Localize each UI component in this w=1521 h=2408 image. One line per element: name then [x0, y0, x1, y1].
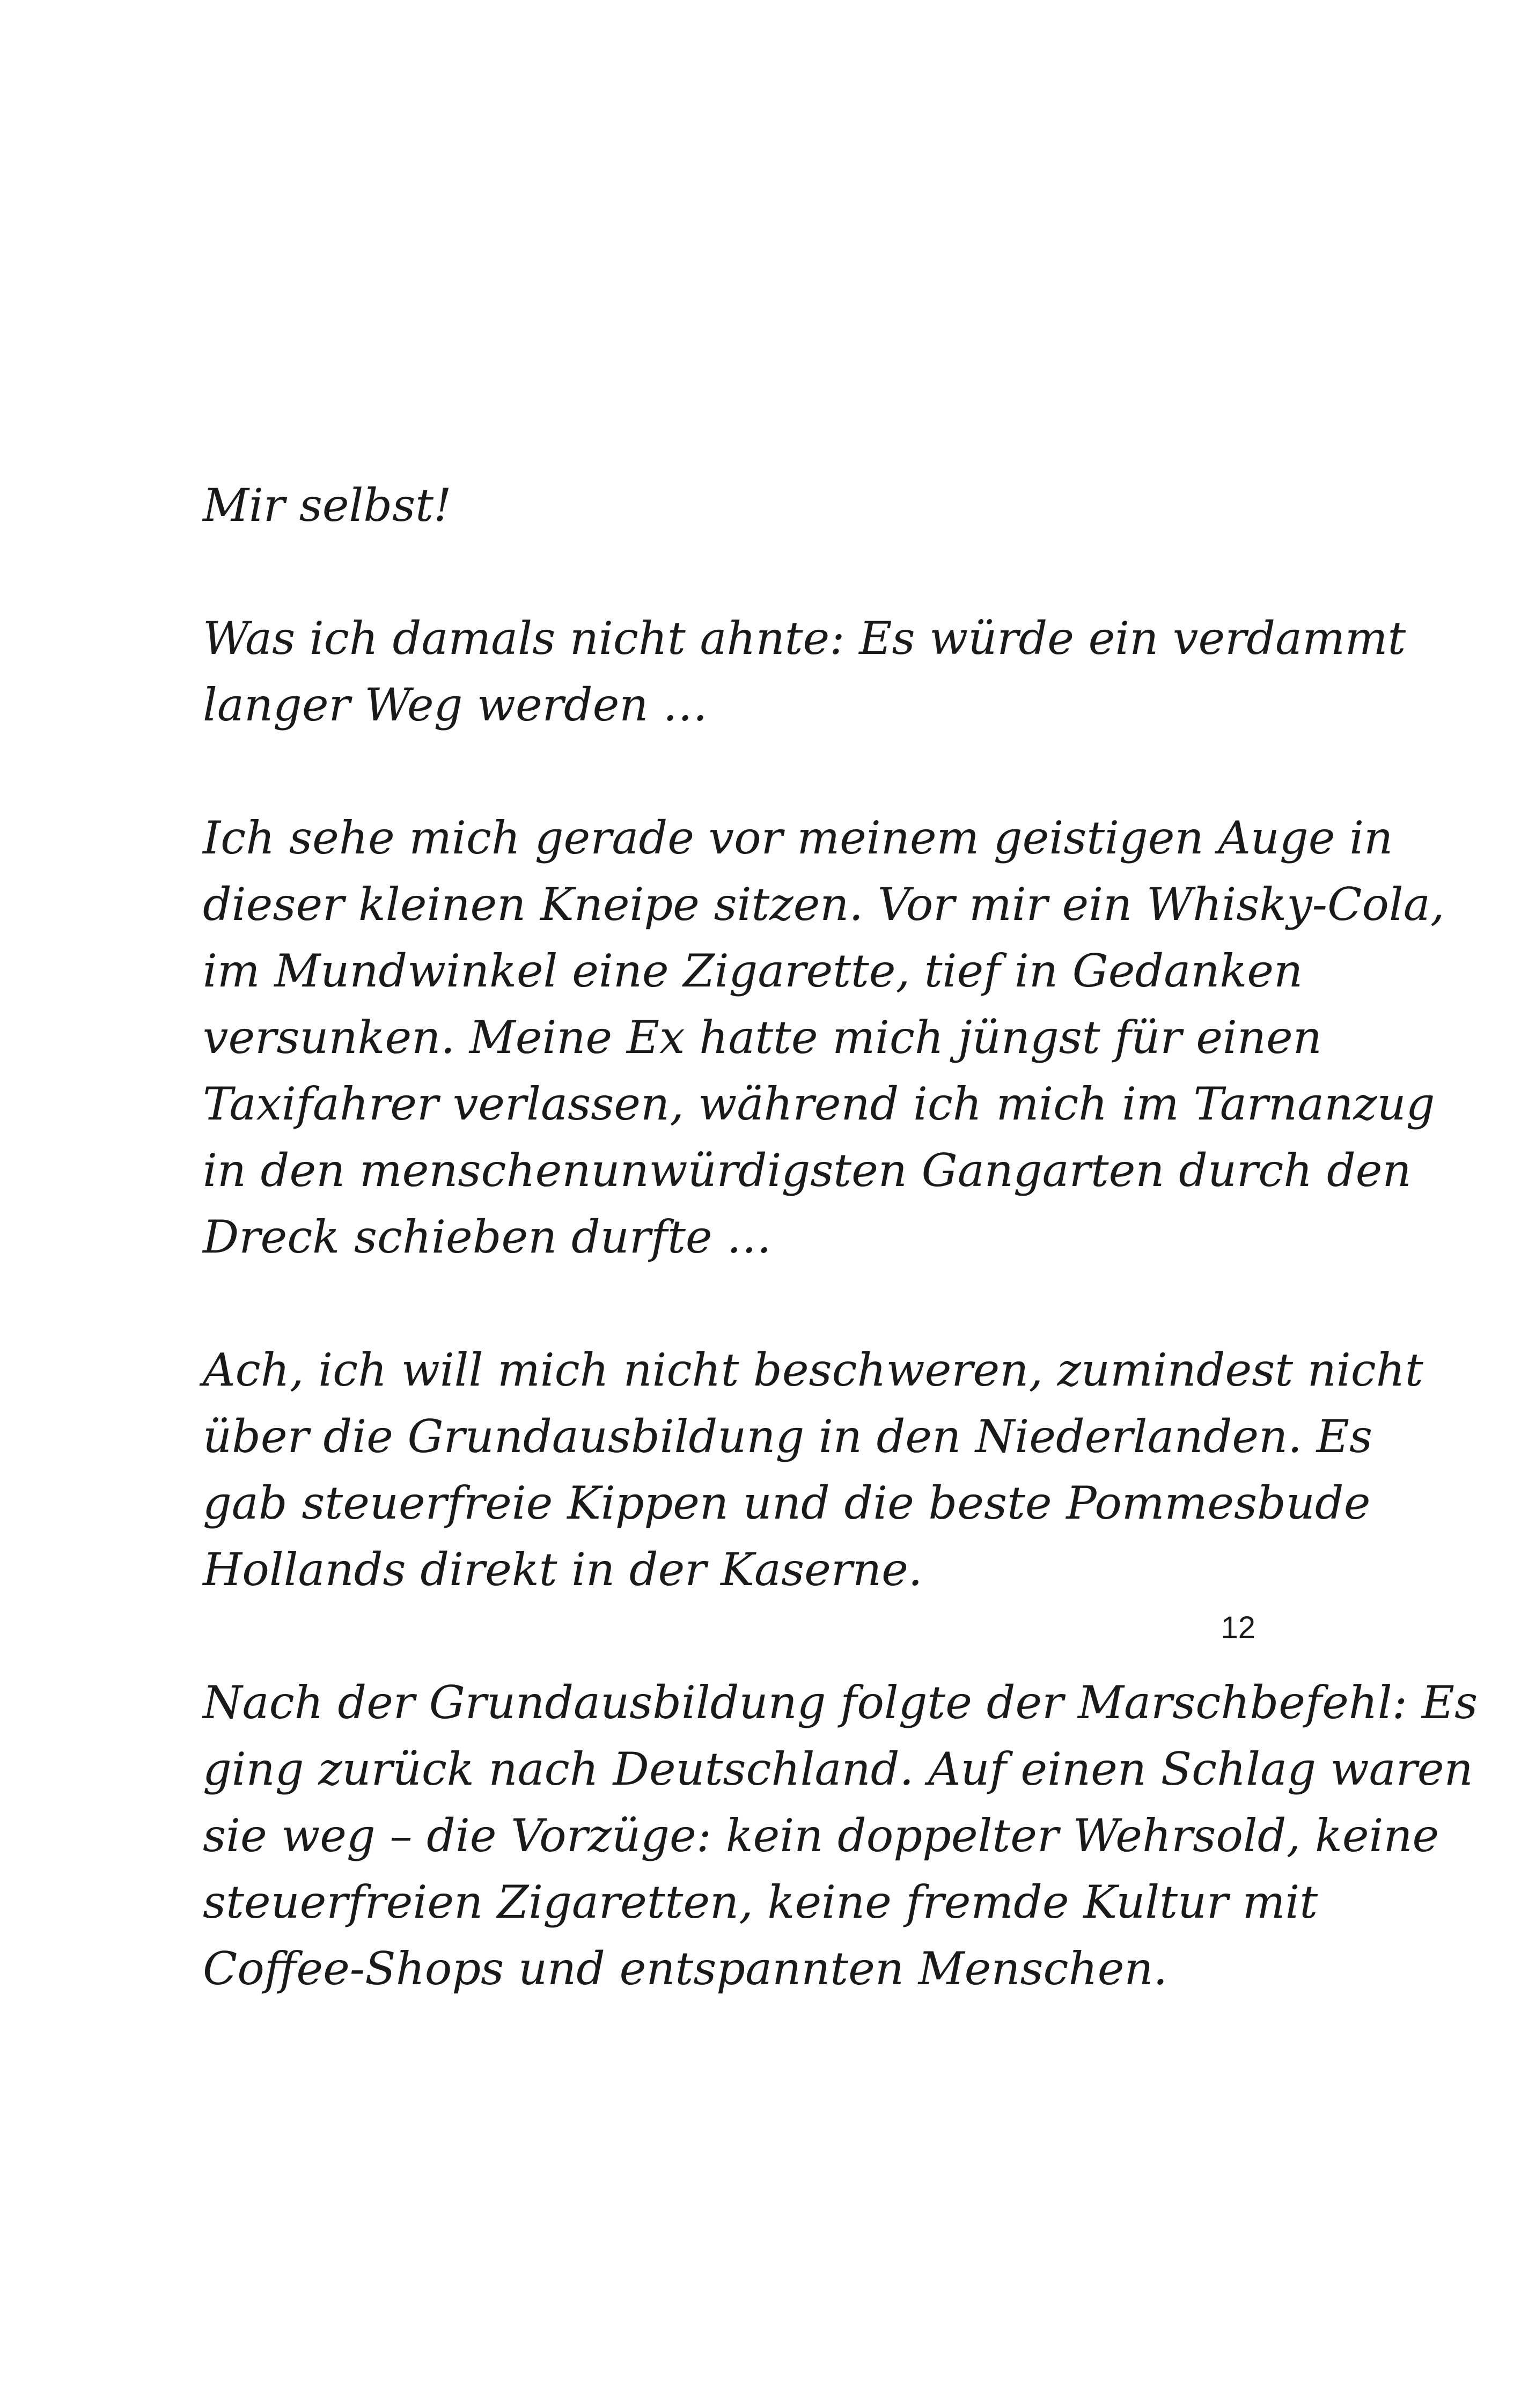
body-text	[203, 472, 1478, 2068]
text-line: Mir selbst!	[203, 479, 452, 532]
text-line: Coffee-Shops und entspannten Menschen.	[203, 1942, 1168, 1995]
text-line: steuerfreien Zigaretten, keine fremde Kultur mit	[203, 1876, 1318, 1928]
text-line: dieser kleinen Kneipe sitzen. Vor mir ein Whisky-Cola,	[203, 878, 1445, 931]
paragraph-4	[203, 1337, 1423, 1603]
text-line: gab steuerfreie Kippen und die beste Pommesbude	[203, 1477, 1371, 1529]
text-line: sie weg – die Vorzüge: kein doppelter Wehrsold, keine	[203, 1809, 1439, 1862]
paragraph-3	[203, 805, 1445, 1270]
text-line: versunken. Meine Ex hatte mich jüngst für einen	[203, 1011, 1322, 1064]
text-line: Hollands direkt in der Kaserne.	[203, 1543, 923, 1596]
text-line: Taxifahrer verlassen, während ich mich im Tarnanzug	[203, 1078, 1435, 1130]
text-line: über die Grundausbildung in den Niederlanden. Es	[203, 1410, 1373, 1463]
text-line: im Mundwinkel eine Zigarette, tief in Gedanken	[203, 945, 1303, 997]
text-line: in den menschenunwürdigsten Gangarten durch den	[203, 1144, 1412, 1197]
text-line: Dreck schieben durfte …	[203, 1211, 772, 1263]
text-line: Nach der Grundausbildung folgte der Marschbefehl: Es	[203, 1676, 1478, 1729]
text-line: Ach, ich will mich nicht beschweren, zumindest nicht	[203, 1344, 1423, 1396]
text-line: Was ich damals nicht ahnte: Es würde ein verdammt	[203, 612, 1406, 665]
text-line: Ich sehe mich gerade vor meinem geistigen Auge in	[203, 812, 1393, 864]
text-line: ging zurück nach Deutschland. Auf einen Schlag waren	[203, 1743, 1473, 1795]
paragraph-2	[203, 605, 1406, 738]
page-number: 12	[1221, 1610, 1255, 1645]
paragraph-1	[203, 472, 1324, 539]
paragraph-5	[203, 1669, 1478, 2002]
text-line: langer Weg werden …	[203, 679, 708, 731]
